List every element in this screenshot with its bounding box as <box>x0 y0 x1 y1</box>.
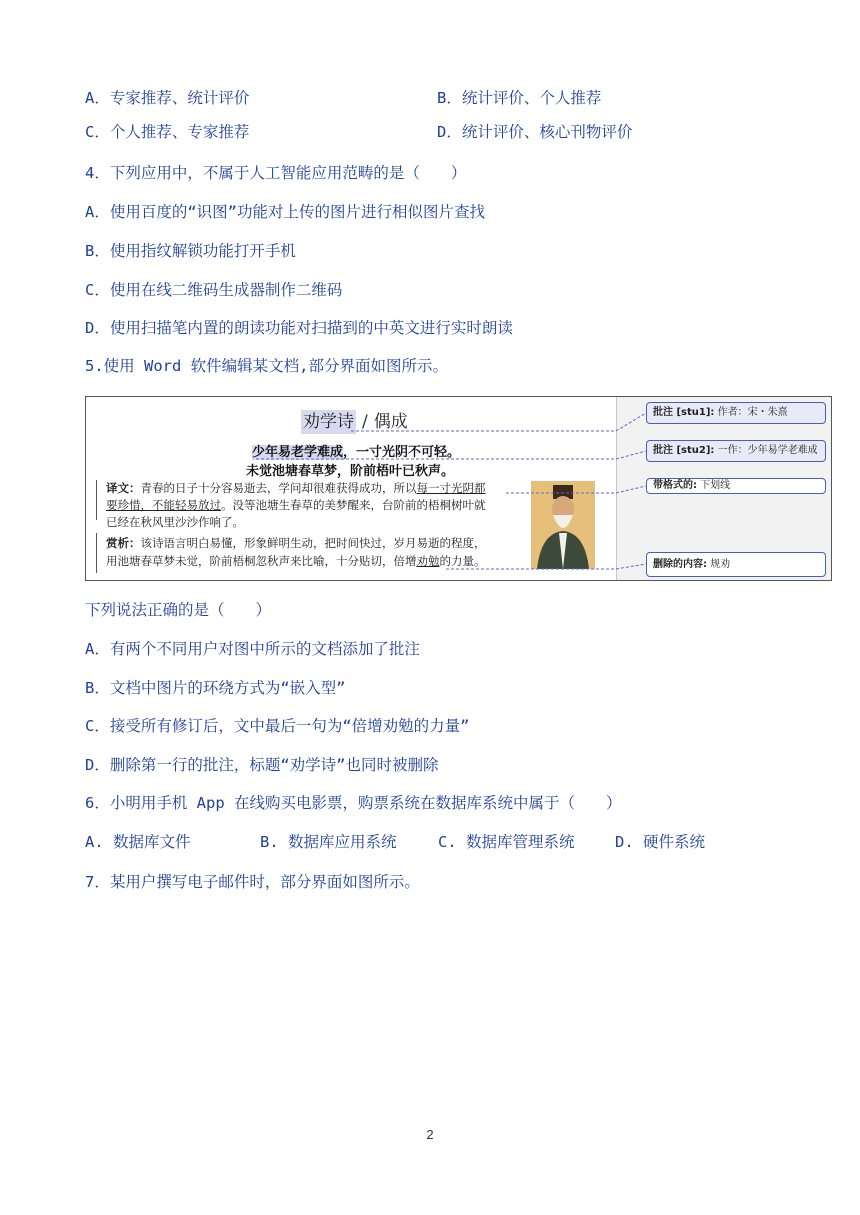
translation-underlined-2: 要珍惜，不能轻易放过 <box>106 498 221 512</box>
deleted-balloon[interactable] <box>646 552 826 577</box>
q4-option-d: D．使用扫描笔内置的朗读功能对扫描到的中英文进行实时朗读 <box>85 319 513 337</box>
q5-option-c: C．接受所有修订后，文中最后一句为“倍增劝勉的力量” <box>85 717 470 735</box>
poem-line-2: 未觉池塘春草梦，阶前梧叶已秋声。 <box>246 464 455 479</box>
comment-label: 删除的内容: <box>653 559 707 570</box>
q6-option-d: D. 硬件系统 <box>615 833 705 851</box>
appreciation-text-2b: 的力量。 <box>439 554 486 568</box>
translation-text-1a: 青春的日子十分容易逝去，学问却很难获得成功，所以 <box>140 481 417 495</box>
appreciation-text-2a: 用池塘春草梦未觉，阶前梧桐忽秋声来比喻，十分贴切，倍增 <box>106 554 417 568</box>
poem-line-1-highlight: 少年易老学难成 <box>252 445 344 460</box>
q3-option-a: A．专家推荐、统计评价 <box>85 89 250 107</box>
q4-option-a: A．使用百度的“识图”功能对上传的图片进行相似图片查找 <box>85 203 485 221</box>
format-balloon[interactable] <box>646 478 826 494</box>
q4-stem: 4．下列应用中，不属于人工智能应用范畴的是（ ） <box>85 164 467 182</box>
q5-option-a: A．有两个不同用户对图中所示的文档添加了批注 <box>85 640 420 658</box>
comment-label: 带格式的: <box>653 480 697 491</box>
translation-label: 译文： <box>106 481 141 495</box>
q5-option-d: D．删除第一行的批注，标题“劝学诗”也同时被删除 <box>85 756 439 774</box>
q5-prompt: 下列说法正确的是（ ） <box>85 601 272 619</box>
inserted-text: 劝勉 <box>416 554 440 568</box>
poem-title-main: 劝学诗 <box>303 412 354 432</box>
q3-option-b: B．统计评价、个人推荐 <box>437 89 602 107</box>
comment-text: 作者：宋・朱熹 <box>714 407 788 418</box>
q5-stem: 5.使用 Word 软件编辑某文档,部分界面如图所示。 <box>85 357 448 375</box>
q4-option-b: B．使用指纹解锁功能打开手机 <box>85 242 296 260</box>
title-separator: / <box>362 412 368 432</box>
translation-underlined-1: 每一寸光阴都 <box>416 481 486 495</box>
q4-option-c: C．使用在线二维码生成器制作二维码 <box>85 281 343 299</box>
comment-text: 一作：少年易学老难成 <box>714 445 818 456</box>
q5-option-b: B．文档中图片的环绕方式为“嵌入型” <box>85 679 346 697</box>
q6-option-b: B. 数据库应用系统 <box>260 833 397 851</box>
word-screenshot-figure <box>85 396 832 581</box>
page-number: 2 <box>426 1127 434 1142</box>
q6-stem: 6．小明用手机 App 在线购买电影票，购票系统在数据库系统中属于（ ） <box>85 794 622 812</box>
comment-text: 规劝 <box>707 559 731 570</box>
poem-line-1-rest: ，一寸光阴不可轻。 <box>343 445 461 460</box>
translation-line-3: 已经在秋风里沙沙作响了。 <box>106 515 244 529</box>
appreciation-label: 赏析： <box>106 536 141 550</box>
q3-option-c: C．个人推荐、专家推荐 <box>85 123 250 141</box>
appreciation-text-1: 该诗语言明白易懂，形象鲜明生动，把时间快过，岁月易逝的程度， <box>140 536 486 550</box>
comment-stu1[interactable] <box>646 402 826 424</box>
comment-label: 批注 [stu2]: <box>653 445 715 456</box>
q3-option-d: D．统计评价、核心刊物评价 <box>437 123 633 141</box>
poem-title-author: 偶成 <box>373 412 408 432</box>
q6-option-a: A. 数据库文件 <box>85 833 191 851</box>
q7-stem: 7．某用户撰写电子邮件时，部分界面如图所示。 <box>85 873 420 891</box>
q6-option-c: C. 数据库管理系统 <box>438 833 575 851</box>
comment-text: 下划线 <box>697 480 731 491</box>
comment-stu2[interactable] <box>646 440 826 462</box>
translation-text-2b: 。没等池塘生春草的美梦醒来，台阶前的梧桐树叶就 <box>221 498 486 512</box>
comment-label: 批注 [stu1]: <box>653 407 715 418</box>
